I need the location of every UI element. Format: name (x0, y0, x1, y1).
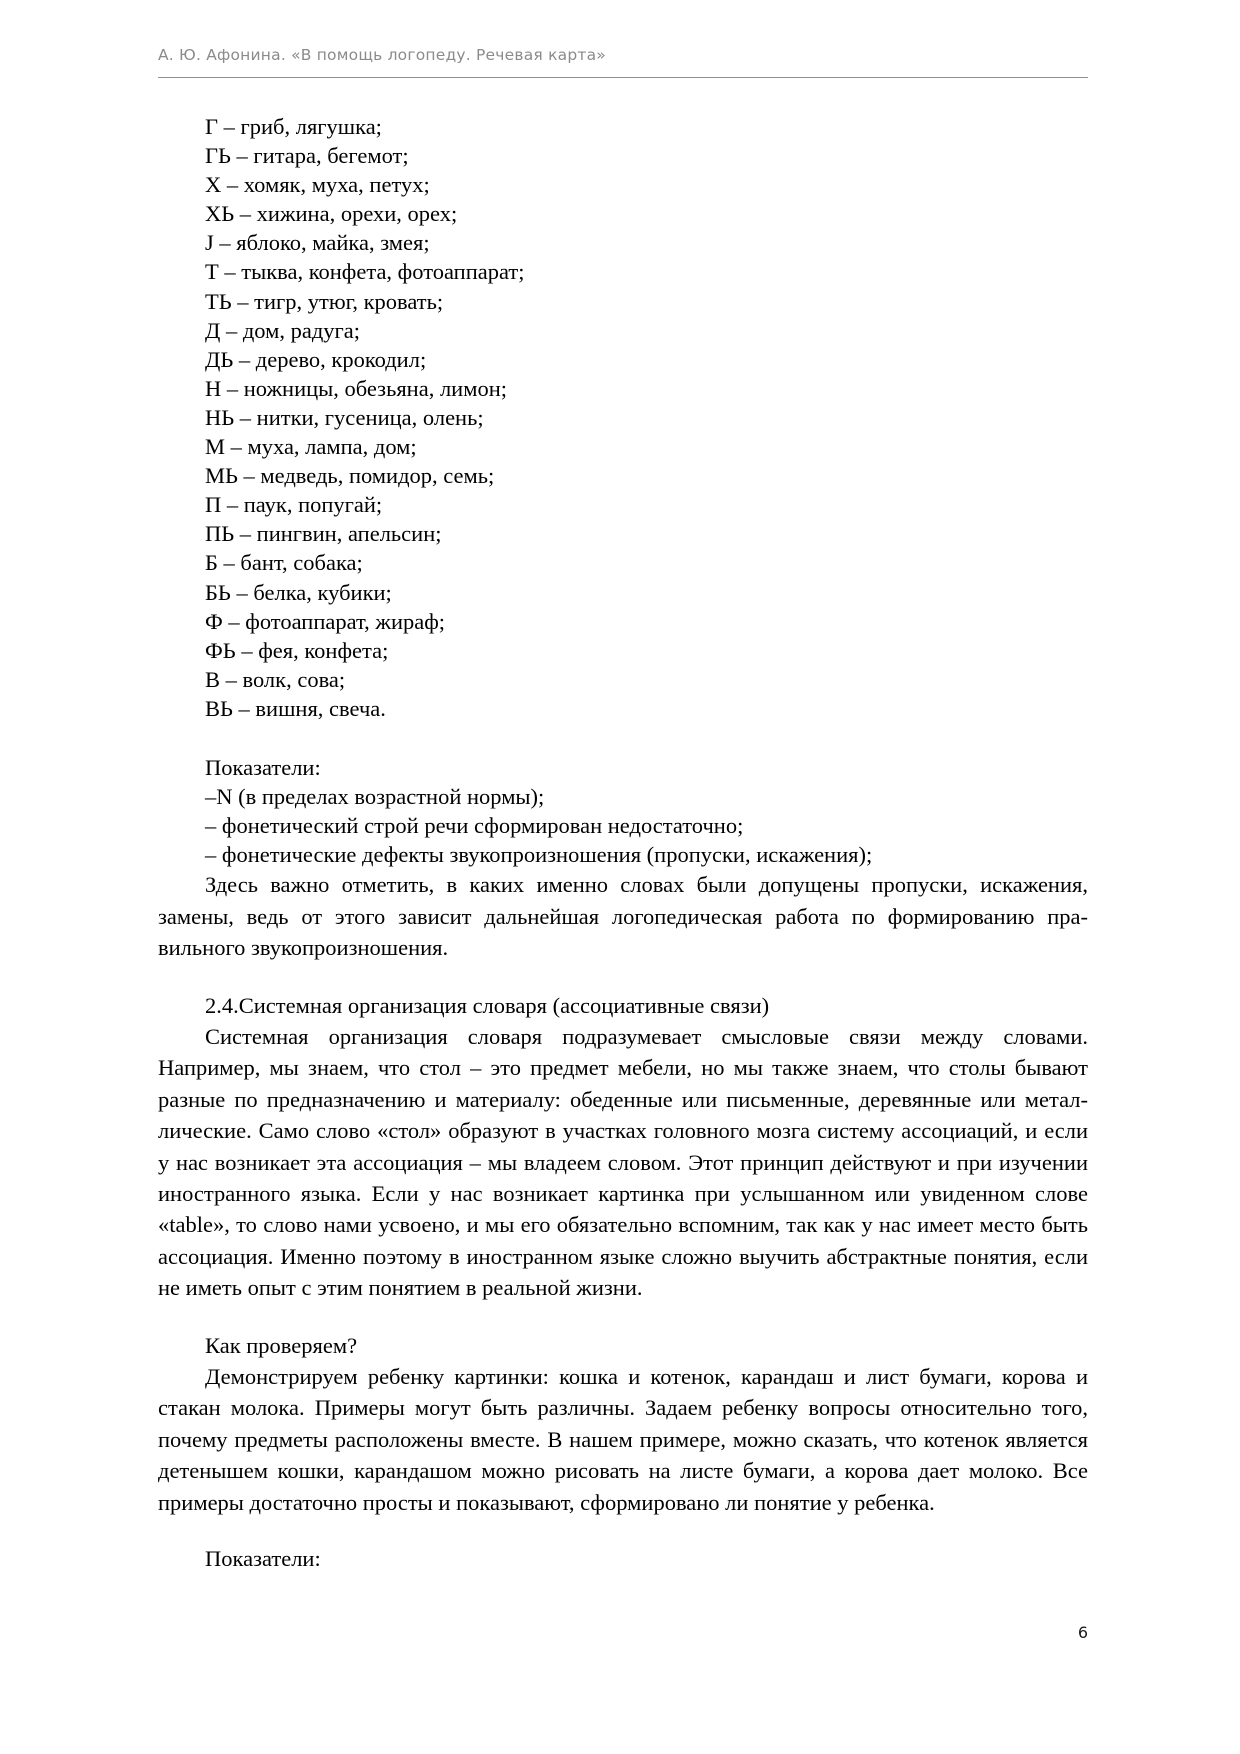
indicators-title-1: Показатели: (205, 754, 321, 780)
list-item: М – муха, лампа, дом; (205, 434, 417, 460)
indicator-item: – фонетический строй речи сформирован недостаточно; (205, 813, 744, 839)
list-item: В – волк, сова; (205, 666, 346, 692)
section-2-4-paragraph: Системная организация словаря подразумевает смысловые связи между словами. Например, мы знаем, что стол – это предмет мебели, но мы также знаем, что столы бывают разные по предназначению и материалу: обеденные или письменные, деревянные или металлические. Само слово «стол» образуют в участках головного мозга систему ассоциаций, и если у нас возникает эта ассоциация – мы владеем словом. Этот принцип действуют и при изучении иностранного языка. Если у нас возникает картинка при услышанном или увиденном слове «table», то слово нами усвоено, и мы его обязательно вспомним, так как у нас имеет место быть ассоциация. Именно поэтому в иностранном языке сложно выучить абстрактные понятия, если не иметь опыт с этим понятием в реальной жизни. (158, 1023, 1088, 1301)
spacer (158, 723, 1088, 753)
indicator-item: – фонетические дефекты звукопроизношения (пропуски, искажения); (205, 842, 873, 868)
list-item: Х – хомяк, муха, петух; (205, 172, 430, 198)
list-item: НЬ – нитки, гусеница, олень; (205, 404, 484, 430)
indicator-item: –N (в пределах возрастной нормы); (205, 784, 545, 810)
list-item: ПЬ – пингвин, апельсин; (205, 521, 442, 547)
list-item: Б – бант, собака; (205, 550, 363, 576)
list-item: ВЬ – вишня, свеча. (205, 695, 386, 721)
list-item: П – паук, попугай; (205, 492, 383, 518)
list-item: Г – гриб, лягушка; (205, 114, 382, 139)
list-item: ГЬ – гитара, бегемот; (205, 143, 409, 169)
list-item: ФЬ – фея, конфета; (205, 637, 389, 663)
how-to-check-question: Как проверяем? (205, 1332, 358, 1358)
list-item: ХЬ – хижина, орехи, орех; (205, 201, 458, 227)
list-item: ДЬ – дерево, крокодил; (205, 346, 427, 372)
list-item: МЬ – медведь, помидор, семь; (205, 463, 495, 489)
running-head: А. Ю. Афонина. «В помощь логопеду. Речевая карта» (158, 46, 606, 64)
list-item: Н – ножницы, обезьяна, лимон; (205, 375, 508, 401)
spacer (158, 1518, 1088, 1544)
section-heading-2-4: 2.4.Системная организация словаря (ассоциативные связи) (205, 992, 770, 1018)
page-content (158, 112, 1088, 1573)
header-divider-rule (158, 77, 1088, 78)
list-item: Т – тыква, конфета, фотоаппарат; (205, 259, 525, 285)
sound-word-list (158, 112, 1088, 723)
spacer (158, 964, 1088, 990)
list-item: J – яблоко, майка, змея; (205, 230, 430, 256)
list-item: Ф – фотоаппарат, жираф; (205, 608, 446, 634)
how-to-check-paragraph: Демонстрируем ребенку картинки: кошка и котенок, карандаш и лист бумаги, корова и стакан молока. Примеры могут быть различны. Задаем ребенку вопросы относительно того, почему предметы расположены вместе. В нашем примере, можно сказать, что котенок является детенышем кошки, карандашом можно рисовать на листе бумаги, а корова дает молоко. Все примеры достаточно просты и показывают, сформировано ли понятие у ребенка. (158, 1364, 1088, 1515)
list-item: Д – дом, радуга; (205, 317, 361, 343)
page-number: 6 (1077, 1623, 1088, 1642)
paragraph-after-indicators: Здесь важно отметить, в каких именно словах были допущены пропуски, искажения, замены, ведь от этого зависит дальнейшая логопедическая работа по формированию правильного звукопроизношения. (158, 872, 1088, 961)
list-item: БЬ – белка, кубики; (205, 579, 392, 605)
list-item: ТЬ – тигр, утюг, кровать; (205, 288, 444, 314)
spacer (158, 1304, 1088, 1330)
indicators-title-2: Показатели: (205, 1546, 321, 1572)
